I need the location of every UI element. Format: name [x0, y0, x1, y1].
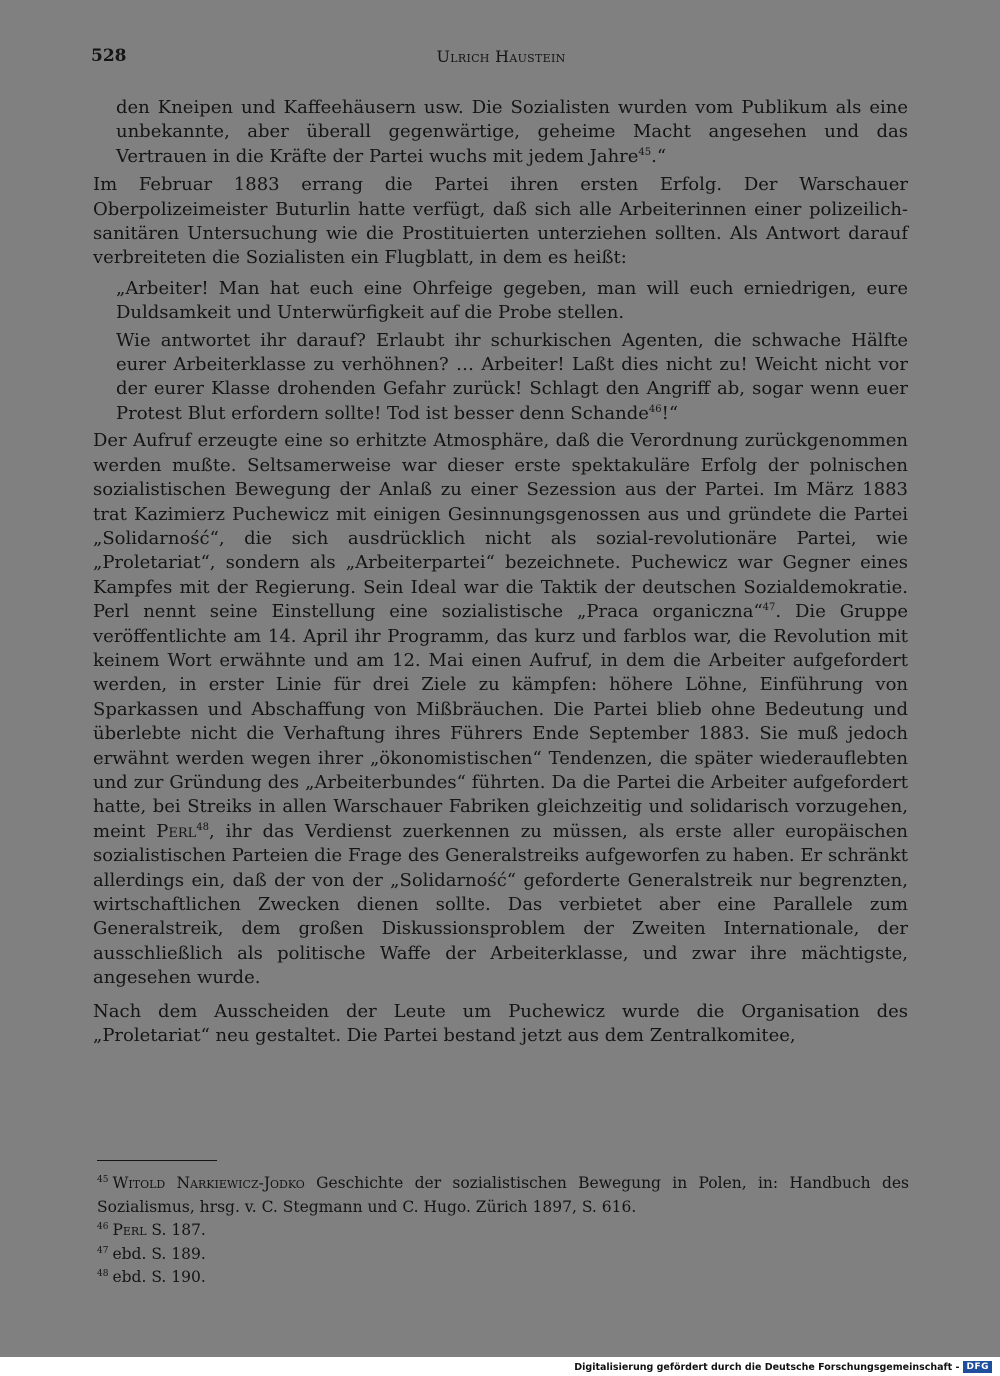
footnote-number: 45	[97, 1175, 109, 1185]
quote-text: den Kneipen und Kaffeehäusern usw. Die Sozialisten wurden vom Publikum als eine unbekannte, aber überall gegenwärtige, geheime Macht angesehen und das Vertrauen in die Kräfte der Partei wuchs mit jedem Jahre	[116, 97, 908, 167]
credit-text: Digitalisierung gefördert durch die Deutsche Forschungsgemeinschaft -	[574, 1361, 960, 1373]
main-text	[93, 96, 908, 1048]
footnotes	[97, 1172, 909, 1290]
footnote-ref-46[interactable]: 46	[648, 403, 662, 415]
paragraph-2	[93, 429, 908, 990]
footnote-45	[97, 1172, 909, 1219]
paragraph-1: Im Februar 1883 errang die Partei ihren ersten Erfolg. Der Warschauer Oberpolizeimeister Buturlin hatte verfügt, daß sich alle Arbeiterinnen einer polizeilich-sanitären Untersuchung wie die Prostituierten unterziehen sollten. Als Antwort darauf verbreiteten die Sozialisten ein Flugblatt, in dem es heißt:	[93, 174, 908, 269]
footnote-47	[97, 1243, 909, 1267]
footnote-text: ebd. S. 190.	[112, 1268, 206, 1286]
footnote-number: 47	[97, 1245, 109, 1256]
digitization-credit	[574, 1359, 992, 1375]
footnote-number: 46	[97, 1222, 109, 1232]
paragraph-text: , ihr das Verdienst zuerkennen zu müssen, als erste aller europäischen sozialistischen Parteien die Frage des Generalstreiks aufgeworfen zu haben. Er schränkt allerdings ein, daß der von der „Solidarność“ geforderte Generalstreik nur begrenzten, wirtschaftlichen Zwecken dienen sollte. Das verbietet aber eine Parallele zum Generalstreik, dem großen Diskussionsproblem der Zweiten Internationale, der ausschließlich als politische Waffe der Arbeiterklasse, und zwar ihre mächtigste, angesehen wurde.	[93, 820, 908, 989]
dfg-logo-icon[interactable]: DFG	[963, 1361, 992, 1373]
quote-paragraph-1: „Arbeiter! Man hat euch eine Ohrfeige gegeben, man will euch erniedrigen, eure Duldsamkeit und Unterwürfigkeit auf die Probe stellen.	[116, 277, 908, 324]
footnote-ref-45[interactable]: 45	[638, 146, 652, 158]
footnote-text: S. 187.	[146, 1221, 206, 1239]
footnote-46	[97, 1219, 909, 1243]
paragraph-text: . Die Gruppe veröffentlichte am 14. April ihr Programm, das kurz und farblos war, die Revolution mit keinem Wort erwähnte und am 12. Mai einen Aufruf, in dem die Arbeiter aufgefordert werden, in erster Linie für drei Ziele zu kämpfen: höhere Löhne, Einführung von Sparkassen und Abschaffung von Mißbräuchen. Die Partei blieb ohne Bedeutung und überlebte nicht die Verhaftung ihres Führers Ende September 1883. Sie muß jedoch erwähnt werden wegen ihrer „ökonomistischen“ Tendenzen, die später wiederauflebten und zur Gründung des „Arbeiterbundes“ führten. Da die Partei die Arbeiter aufgefordert hatte, bei Streiks in allen Warschauer Fabriken gleichzeitig und solidarisch vorzugehen, meint	[93, 601, 909, 842]
quote-continuation	[116, 96, 908, 169]
quote-text: Wie antwortet ihr darauf? Erlaubt ihr schurkischen Agenten, die schwache Hälfte eurer Arbeiterklasse zu verhöhnen? … Arbeiter! Laßt dies nicht zu! Weicht nicht vor der eurer Klasse drohenden Gefahr zurück! Schlagt den Angriff ab, sogar wenn euer Protest Blut erfordern sollte! Tod ist besser denn Schande	[116, 329, 908, 424]
footnote-48	[97, 1266, 909, 1290]
footnote-author: Witold Narkiewicz-Jodko	[112, 1174, 305, 1192]
paragraph-3: Nach dem Ausscheiden der Leute um Puchewicz wurde die Organisation des „Proletariat“ neu gestaltet. Die Partei bestand jetzt aus dem Zentralkomitee,	[93, 1000, 908, 1047]
footnote-number: 48	[97, 1269, 109, 1279]
footnote-text: Geschichte der sozialistischen Bewegung in Polen, in: Handbuch des Sozialismus, hrsg. v. C. Stegmann und C. Hugo. Zürich 1897, S. 616.	[97, 1174, 909, 1216]
footnote-ref-47[interactable]: 47	[762, 602, 776, 614]
quote-tail: .“	[651, 145, 667, 167]
quote-paragraph-2	[116, 329, 908, 427]
quote-tail: !“	[661, 402, 679, 424]
page-number: 528	[91, 46, 127, 66]
footnote-author: Perl	[112, 1221, 147, 1239]
author-name: Perl	[156, 820, 197, 842]
running-head	[91, 46, 911, 70]
running-title: Ulrich Haustein	[436, 47, 566, 66]
footnote-divider	[97, 1160, 217, 1161]
footnote-ref-48[interactable]: 48	[196, 821, 209, 833]
paragraph-text: Der Aufruf erzeugte eine so erhitzte Atmosphäre, daß die Verordnung zurückgenommen werden mußte. Seltsamerweise war dieser erste spektakuläre Erfolg der polnischen sozialistischen Bewegung der Anlaß zu einer Sezession aus der Partei. Im März 1883 trat Kazimierz Puchewicz mit einigen Gesinnungsgenossen aus und gründete die Partei „Solidarność“, die sich ausdrücklich nicht als sozial-revolutionäre Partei, wie „Proletariat“, sondern als „Arbeiterpartei“ bezeichnete. Puchewicz war Gegner eines Kampfes mit der Regierung. Sein Ideal war die Taktik der deutschen Sozialdemokratie. Perl nennt seine Einstellung eine sozialistische „Praca organiczna“	[93, 430, 908, 623]
footnote-text: ebd. S. 189.	[112, 1244, 206, 1263]
